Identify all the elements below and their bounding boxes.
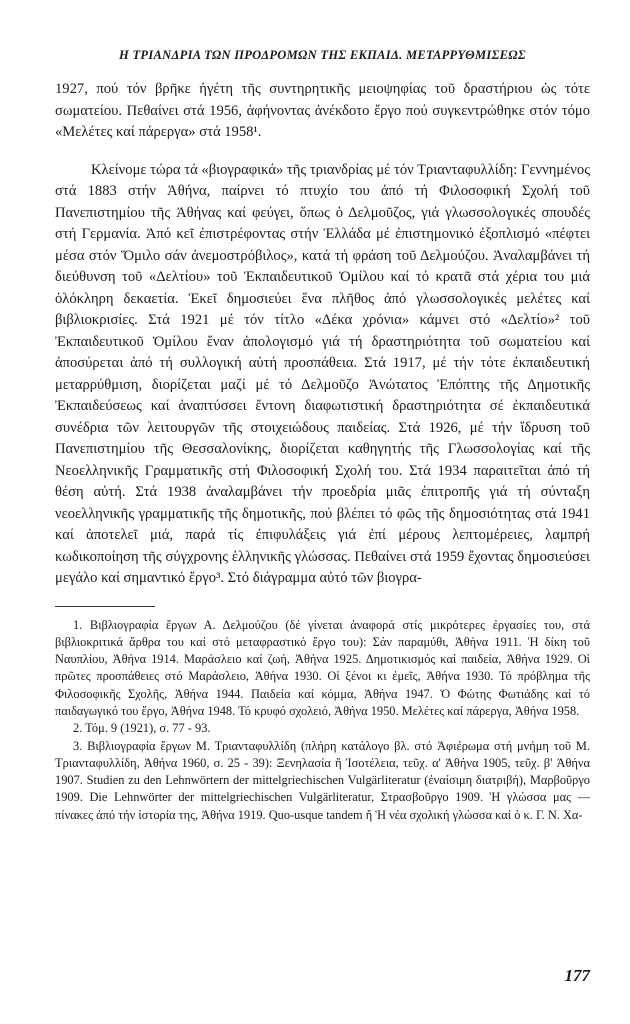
paragraph-triantafyllidis: Κλείνομε τώρα τά «βιογραφικά» τῆς τριανδρίας μέ τόν Τριανταφυλλίδη: Γεννημένος στά 1883 στήν Ἀθήνα, παίρνει τό πτυχίο του ἀπό τή Φιλοσοφική Σχολή τοῦ Πανεπιστημίου τῆς Ἀθήνας καί φεύγει, ὅπως ὁ Δελμοῦζος, γιά γλωσσολογικές σπουδές στή Γερμανία. Ἀπό κεῖ ἐπιστρέφοντας στήν Ἑλλάδα μέ ἐπιστημονικό ἐξοπλισμό «πέφτει μέσα στόν Ὅμιλο σάν ἀνεμοστρόβιλος», κατά τή φράση τοῦ Δελμούζου. Ἀναλαμβάνει τή διεύθυνση τοῦ «Δελτίου» τοῦ Ἐκπαιδευτικοῦ Ὁμίλου καί τό κρατᾶ στά χέρια του μιά ὁλόκληρη δεκαετία. Ἐκεῖ δημοσιεύει ἕνα πλῆθος ἀπό γλωσσολογικές μελέτες καί βιβλιοκρισίες. Στά 1921 μέ τόν τίτλο «Δέκα χρόνια» κάμνει στό «Δελτίο»² τοῦ Ἐκπαιδευτικοῦ Ὁμίλου ἕναν ἀπολογισμό γιά τή δραστηριότητα τοῦ σωματείου καί ἀποσύρεται ἀπό τή συλλογική αὐτή προσπάθεια. Στά 1917, μέ τήν τότε ἐκπαιδευτική μεταρρύθμιση, διορίζεται μαζί μέ τό Δελμοῦζο Ἀνώτατος Ἐπόπτης τῆς Δημοτικῆς Ἐκπαιδεύσεως καί ἀναπτύσσει ἔντονη διαφωτιστική δραστηριότητα σέ ἐκπαιδευτικά συνέδρια τῶν λειτουργῶν τῆς στοιχειώδους παιδείας. Στά 1926, μέ τήν ἵδρυση τοῦ Πανεπιστημίου τῆς Θεσσαλονίκης, διορίζεται καθηγητής τῆς Γλωσσολογίας καί τῆς Νεοελληνικῆς Γραμματικῆς στή Φιλοσοφική Σχολή του. Στά 1934 παραιτεῖται ἀπό τή θέση αὐτή. Στά 1938 ἀναλαμβάνει τήν προεδρία μιᾶς ἐπιτροπῆς γιά τή σύνταξη νεοελληνικῆς γραμματικῆς τῆς δημοτικῆς, πού βλέπει τό φῶς τῆς δημοσιότητας στά 1941 καί ἀποτελεῖ μιά, παρά τίς ἐπιφυλάξεις γιά ἐπί μέρους λεπτομέρειες, λαμπρή κωδικοποίηση τῆς σύγχρονης ἑλληνικῆς γλώσσας. Πεθαίνει στά 1959 ἔχοντας δημοσιεύσει μεγάλο καί σημαντικό ἔργο³. Στό διάγραμμα αὐτό τῶν βιογρα- (55, 161, 590, 586)
footnote-3: 3. Βιβλιογραφία ἔργων Μ. Τριανταφυλλίδη (πλήρη κατάλογο βλ. στό Ἀφιέρωμα στή μνήμη τοῦ Μ. Τριανταφυλλίδη, Ἀθήνα 1960, σ. 25 - 39): Ξενηλασία ἤ Ἰσοτέλεια, τεῦχ. α' Ἀθήνα 1905, τεῦχ. β' Ἀθήνα 1907. Studien zu den Lehnwörtern der mittelgriechischen Vulgärliteratur (ἐναίσιμη διατριβή), Μαρβοῦργο 1909. Die Lehnwörter der mittelgriechischen Vulgärliteratur, Στρασβοῦργο 1909. Ἡ γλώσσα μας — πίνακες ἀπό τήν ἱστορία της, Ἀθήνα 1919. Quo-usque tandem ἤ Ἡ νέα σχολική γλώσσα καί ὁ κ. Γ. Ν. Χα- (55, 738, 590, 822)
page-number: 177 (564, 966, 590, 985)
footnote-2: 2. Τόμ. 9 (1921), σ. 77 - 93. (73, 721, 211, 736)
running-head: Η ΤΡΙΑΝΔΡΙΑ ΤΩΝ ΠΡΟΔΡΟΜΩΝ ΤΗΣ ΕΚΠΑΙΔ. ΜΕΤΑΡΡΥΘΜΙΣΕΩΣ (119, 48, 526, 62)
footnotes-section (55, 606, 590, 825)
paragraph-continuation: 1927, πού τόν βρῆκε ἡγέτη τῆς συντηρητικῆς μειοψηφίας τοῦ δραστήριου ὡς τότε σωματείου. Πεθαίνει στά 1956, ἀφήνοντας ἀνέκδοτο ἔργο πού συγκεντρώθηκε στόν τόμο «Μελέτες καί πάρεργα» στά 1958¹. (55, 81, 590, 140)
footnote-rule (55, 606, 155, 607)
footnote-1: 1. Βιβλιογραφία ἔργων Α. Δελμούζου (δέ γίνεται ἀναφορά στίς μικρότερες ἐργασίες του, στά βιβλιοκριτικά ἄρθρα του καί στό μεταφραστικό ἔργο του): Σάν παραμύθι, Ἀθήνα 1911. Ἡ δίκη τοῦ Ναυπλίου, Ἀθήνα 1914. Μαράσλειο καί ζωή, Ἀθήνα 1925. Δημοτικισμός καί παιδεία, Ἀθήνα 1929. Οἱ πρῶτες προσπάθειες στό Μαράσλειο, Ἀθήνα 1930. Οἱ ξένοι κι ἐμεῖς, Ἀθήνα 1930. Τό πρόβλημα τῆς Φιλοσοφικῆς Σχολῆς, Ἀθήνα 1944. Παιδεία καί κόμμα, Ἀθήνα 1947. Ὁ Φώτης Φωτιάδης καί τό παιδαγωγικό του ἔργο, Ἀθήνα 1948. Τό κρυφό σχολειό, Ἀθήνα 1950. Μελέτες καί πάρεργα, Ἀθήνα 1958. (55, 617, 590, 718)
